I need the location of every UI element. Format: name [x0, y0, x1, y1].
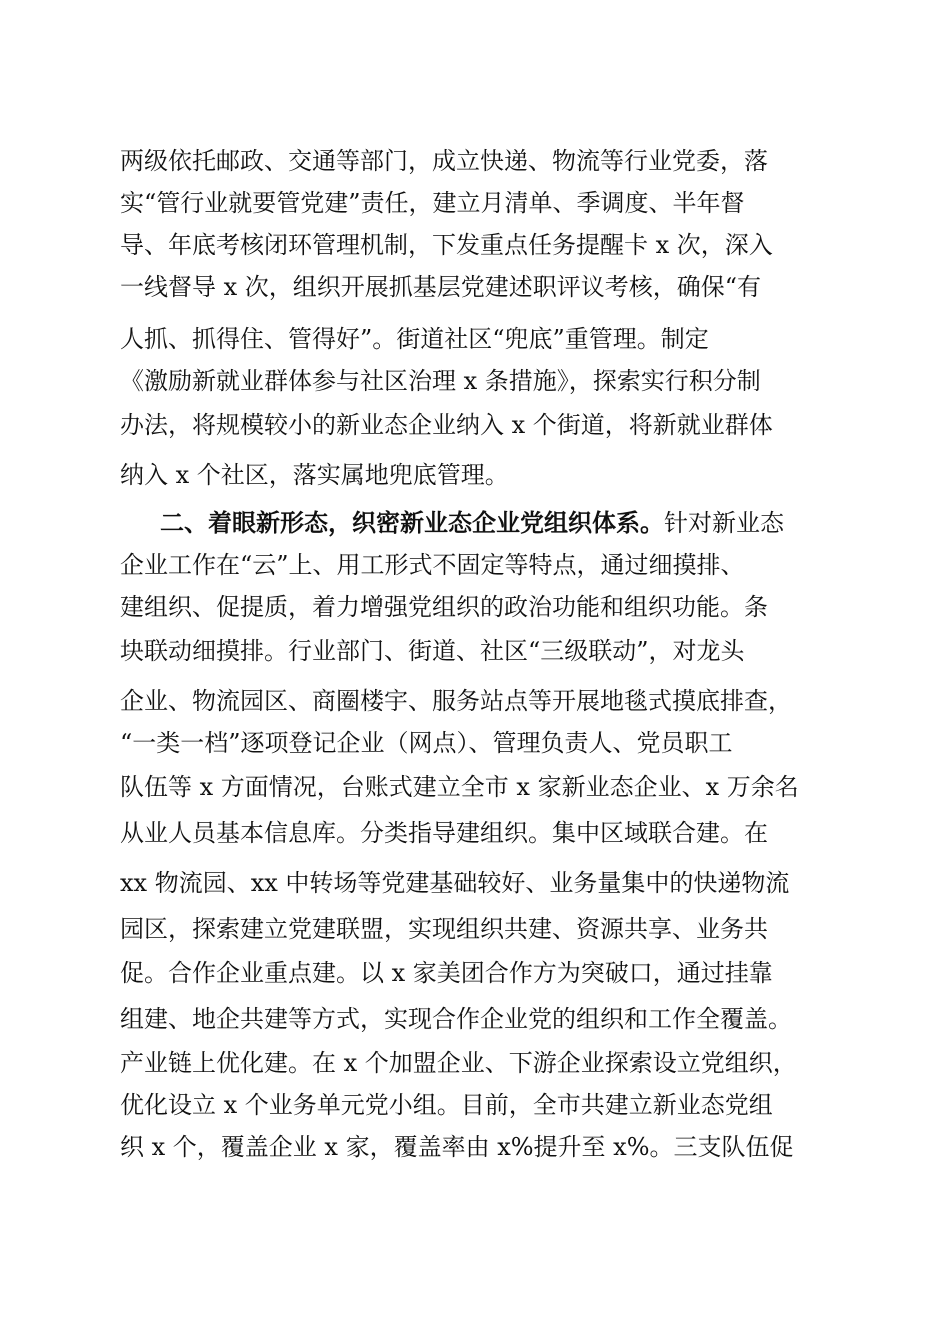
paragraph-1-line-7: 办法，将规模较小的新业态企业纳入 x 个街道，将新就业群体 — [120, 411, 773, 439]
section-heading: 二、着眼新形态，织密新业态企业党组织体系。 — [160, 509, 664, 537]
section-heading-continuation: 针对新业态 — [664, 509, 784, 537]
paragraph-2-line-14: 织 x 个，覆盖企业 x 家，覆盖率由 x%提升至 x%。三支队伍促 — [120, 1133, 794, 1161]
paragraph-2-line-3: 块联动细摸排。行业部门、街道、社区“三级联动”，对龙头 — [120, 637, 745, 665]
paragraph-2-line-13: 优化设立 x 个业务单元党小组。目前，全市共建立新业态党组 — [120, 1091, 773, 1119]
paragraph-2-line-5: “一类一档”逐项登记企业（网点）、管理负责人、党员职工 — [120, 729, 733, 757]
paragraph-2-line-10: 促。合作企业重点建。以 x 家美团合作方为突破口，通过挂靠 — [120, 959, 773, 987]
paragraph-2-line-12: 产业链上优化建。在 x 个加盟企业、下游企业探索设立党组织， — [120, 1049, 797, 1077]
paragraph-2-line-9: 园区，探索建立党建联盟，实现组织共建、资源共享、业务共 — [120, 915, 768, 943]
paragraph-2-line-11: 组建、地企共建等方式，实现合作企业党的组织和工作全覆盖。 — [120, 1005, 792, 1033]
paragraph-2-line-7: 从业人员基本信息库。分类指导建组织。集中区域联合建。在 — [120, 819, 768, 847]
paragraph-1-line-6: 《激励新就业群体参与社区治理 x 条措施》，探索实行积分制 — [120, 367, 761, 395]
paragraph-1-line-3: 导、年底考核闭环管理机制，下发重点任务提醒卡 x 次，深入 — [120, 231, 773, 259]
paragraph-1-line-4: 一线督导 x 次，组织开展抓基层党建述职评议考核，确保“有 — [120, 273, 762, 301]
paragraph-1-line-1: 两级依托邮政、交通等部门，成立快递、物流等行业党委，落 — [120, 147, 768, 175]
paragraph-1-line-8: 纳入 x 个社区，落实属地兜底管理。 — [120, 461, 509, 489]
paragraph-2-line-6: 队伍等 x 方面情况，台账式建立全市 x 家新业态企业、x 万余名 — [120, 773, 799, 801]
paragraph-2-line-2: 建组织、促提质，着力增强党组织的政治功能和组织功能。条 — [120, 593, 768, 621]
paragraph-2-line-4: 企业、物流园区、商圈楼宇、服务站点等开展地毯式摸底排查， — [120, 687, 792, 715]
paragraph-2-first-line — [160, 508, 784, 538]
paragraph-1-line-5: 人抓、抓得住、管得好”。街道社区“兜底”重管理。制定 — [120, 325, 709, 353]
paragraph-2-line-8: xx 物流园、xx 中转场等党建基础较好、业务量集中的快递物流 — [120, 869, 790, 897]
paragraph-1-line-2: 实“管行业就要管党建”责任，建立月清单、季调度、半年督 — [120, 189, 745, 217]
paragraph-2-line-1: 企业工作在“云”上、用工形式不固定等特点，通过细摸排、 — [120, 551, 745, 579]
